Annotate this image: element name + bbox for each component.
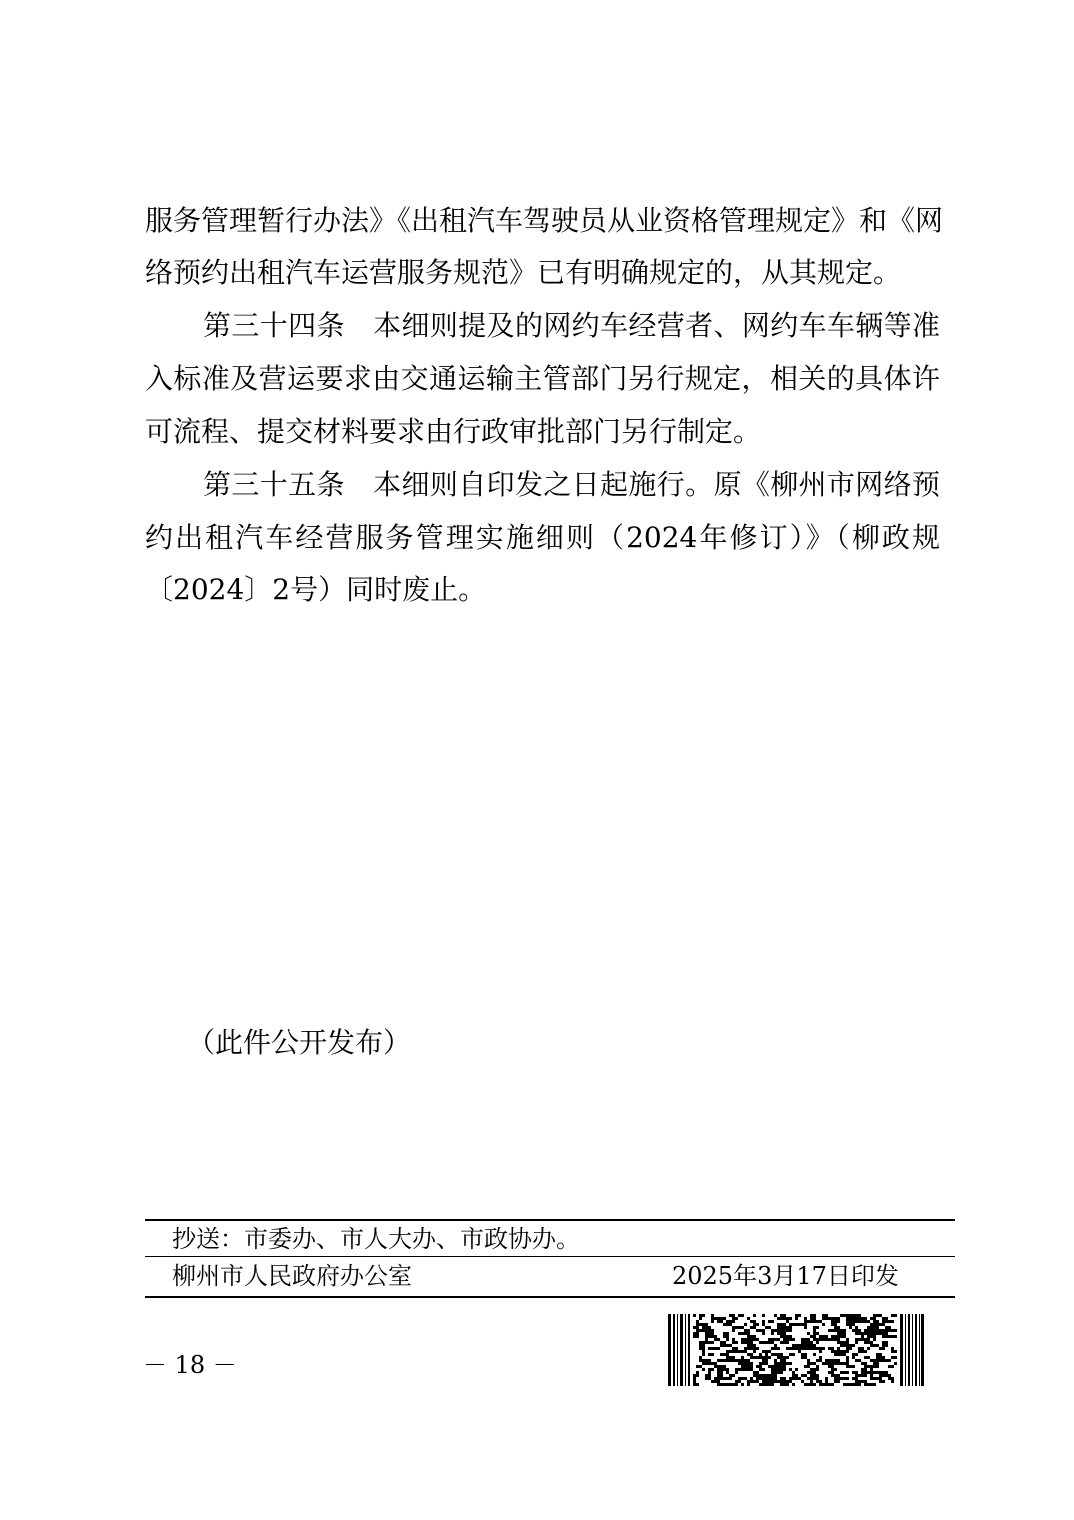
footer-rule-middle bbox=[145, 1256, 955, 1257]
footer-rule-top bbox=[145, 1219, 955, 1221]
body-line-2: 络预约出租汽车运营服务规范》已有明确规定的，从其规定。 bbox=[145, 256, 902, 289]
issuer-office: 柳州市人民政府办公室 bbox=[172, 1262, 412, 1290]
footer-rule-bottom bbox=[145, 1296, 955, 1298]
body-line-7: 约出租汽车经营服务管理实施细则（2024年修订）》（柳政规 bbox=[145, 521, 940, 554]
body-line-5: 可流程、提交材料要求由行政审批部门另行制定。 bbox=[145, 415, 762, 448]
body-line-1: 服务管理暂行办法》《出租汽车驾驶员从业资格管理规定》和《网 bbox=[145, 204, 944, 237]
body-line-4: 入标准及营运要求由交通运输主管部门另行规定，相关的具体许 bbox=[145, 362, 940, 395]
body-line-3: 第三十四条 本细则提及的网约车经营者、网约车车辆等准 bbox=[203, 309, 940, 342]
barcode-icon bbox=[668, 1314, 924, 1386]
page-number: － 18 － bbox=[143, 1351, 237, 1379]
public-notice: （此件公开发布） bbox=[187, 1026, 412, 1059]
cc-line: 抄送：市委办、市人大办、市政协办。 bbox=[172, 1225, 580, 1253]
body-line-6: 第三十五条 本细则自印发之日起施行。原《柳州市网络预 bbox=[203, 468, 940, 501]
body-line-8: 〔2024〕2号）同时废止。 bbox=[145, 573, 487, 606]
print-date: 2025年3月17日印发 bbox=[672, 1262, 899, 1290]
